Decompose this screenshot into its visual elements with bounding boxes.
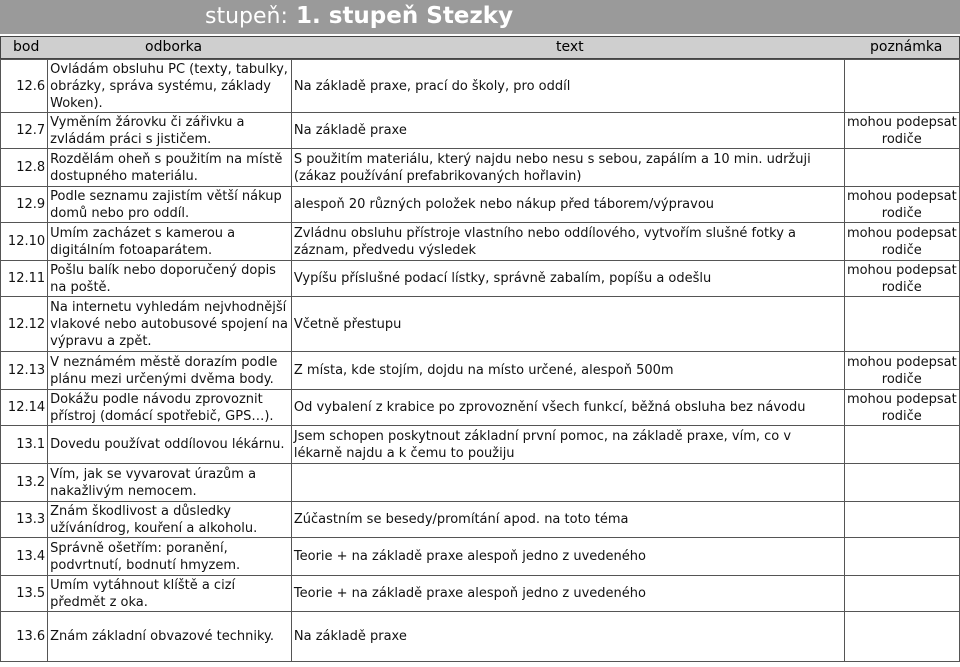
cell-text: S použitím materiálu, který najdu nebo nesu s sebou, zapálím a 10 min. udržuji (zákaz používání prefabrikovaných hořlavin) [291, 149, 844, 187]
cell-odborka: Umím zacházet s kamerou a digitálním fotoaparátem. [48, 223, 292, 261]
cell-bod: 13.3 [1, 502, 48, 538]
cell-bod: 13.6 [1, 612, 48, 662]
cell-text: Na základě praxe [291, 612, 844, 662]
stage-title: 1. stupeň Stezky [296, 3, 514, 29]
cell-bod: 12.6 [1, 60, 48, 113]
cell-odborka: Správně ošetřím: poranění, podvrtnutí, bodnutí hmyzem. [48, 538, 292, 576]
cell-bod: 12.14 [1, 390, 48, 426]
cell-odborka: Znám základní obvazové techniky. [48, 612, 292, 662]
cell-odborka: Umím vytáhnout klíště a cizí předmět z oka. [48, 576, 292, 612]
cell-bod: 13.4 [1, 538, 48, 576]
table-row [1, 187, 960, 223]
cell-odborka: Vím, jak se vyvarovat úrazům a nakažlivým nemocem. [48, 464, 292, 502]
table-row [1, 352, 960, 390]
cell-bod: 12.10 [1, 223, 48, 261]
table-row [1, 149, 960, 187]
cell-note: mohou podepsat rodiče [844, 261, 959, 297]
table-row [1, 502, 960, 538]
stage-label: stupeň: [205, 4, 288, 29]
column-header-poznamka: poznámka [870, 39, 943, 55]
cell-odborka: Dovedu používat oddílovou lékárnu. [48, 426, 292, 464]
table-row [1, 612, 960, 662]
title-bar [0, 0, 960, 34]
cell-text: Od vybalení z krabice po zprovoznění všech funkcí, běžná obsluha bez návodu [291, 390, 844, 426]
cell-odborka: V neznámém městě dorazím podle plánu mezi určenými dvěma body. [48, 352, 292, 390]
cell-note: mohou podepsat rodiče [844, 113, 959, 149]
requirements-table [0, 59, 960, 662]
cell-odborka: Ovládám obsluhu PC (texty, tabulky, obrázky, správa systému, základy Woken). [48, 60, 292, 113]
table-row [1, 113, 960, 149]
cell-text: Jsem schopen poskytnout základní první pomoc, na základě praxe, vím, co v lékarně najdu a k čemu to použiju [291, 426, 844, 464]
cell-note [844, 576, 959, 612]
cell-bod: 12.12 [1, 297, 48, 352]
table-row [1, 390, 960, 426]
cell-note [844, 612, 959, 662]
cell-bod: 13.1 [1, 426, 48, 464]
cell-text: Zúčastním se besedy/promítání apod. na toto téma [291, 502, 844, 538]
table-row [1, 464, 960, 502]
table-row [1, 223, 960, 261]
table-row [1, 576, 960, 612]
cell-text: Včetně přestupu [291, 297, 844, 352]
column-header-bod: bod [13, 39, 40, 55]
table-row [1, 60, 960, 113]
table-row [1, 426, 960, 464]
cell-note [844, 60, 959, 113]
cell-note: mohou podepsat rodiče [844, 390, 959, 426]
cell-odborka: Pošlu balík nebo doporučený dopis na poště. [48, 261, 292, 297]
cell-note [844, 426, 959, 464]
cell-bod: 13.2 [1, 464, 48, 502]
cell-odborka: Vyměním žárovku či zářivku a zvládám práci s jističem. [48, 113, 292, 149]
cell-note [844, 464, 959, 502]
table-row [1, 261, 960, 297]
cell-text: Na základě praxe [291, 113, 844, 149]
cell-text: alespoň 20 různých položek nebo nákup před táborem/výpravou [291, 187, 844, 223]
cell-text: Vypíšu příslušné podací lístky, správně zabalím, popíšu a odešlu [291, 261, 844, 297]
cell-bod: 12.9 [1, 187, 48, 223]
cell-note [844, 502, 959, 538]
cell-text: Teorie + na základě praxe alespoň jedno z uvedeného [291, 538, 844, 576]
cell-text: Zvládnu obsluhu přístroje vlastního nebo oddílového, vytvořím slušné fotky a záznam, předvedu výsledek [291, 223, 844, 261]
cell-text [291, 464, 844, 502]
table-row [1, 538, 960, 576]
cell-bod: 12.7 [1, 113, 48, 149]
cell-note: mohou podepsat rodiče [844, 187, 959, 223]
cell-odborka: Dokážu podle návodu zprovoznit přístroj (domácí spotřebič, GPS…). [48, 390, 292, 426]
cell-note: mohou podepsat rodiče [844, 223, 959, 261]
cell-bod: 13.5 [1, 576, 48, 612]
cell-bod: 12.13 [1, 352, 48, 390]
cell-note [844, 538, 959, 576]
cell-text: Teorie + na základě praxe alespoň jedno z uvedeného [291, 576, 844, 612]
column-header-odborka: odborka [145, 39, 203, 55]
cell-note [844, 297, 959, 352]
cell-odborka: Znám škodlivost a důsledky užívánídrog, kouření a alkoholu. [48, 502, 292, 538]
cell-odborka: Podle seznamu zajistím větší nákup domů nebo pro oddíl. [48, 187, 292, 223]
column-header-text: text [556, 39, 584, 55]
cell-bod: 12.8 [1, 149, 48, 187]
cell-bod: 12.11 [1, 261, 48, 297]
cell-odborka: Na internetu vyhledám nejvhodnější vlakové nebo autobusové spojení na výpravu a zpět. [48, 297, 292, 352]
cell-text: Na základě praxe, prací do školy, pro oddíl [291, 60, 844, 113]
table-row [1, 297, 960, 352]
cell-odborka: Rozdělám oheň s použitím na místě dostupného materiálu. [48, 149, 292, 187]
cell-note: mohou podepsat rodiče [844, 352, 959, 390]
cell-text: Z místa, kde stojím, dojdu na místo určené, alespoň 500m [291, 352, 844, 390]
table-header [0, 36, 960, 59]
cell-note [844, 149, 959, 187]
